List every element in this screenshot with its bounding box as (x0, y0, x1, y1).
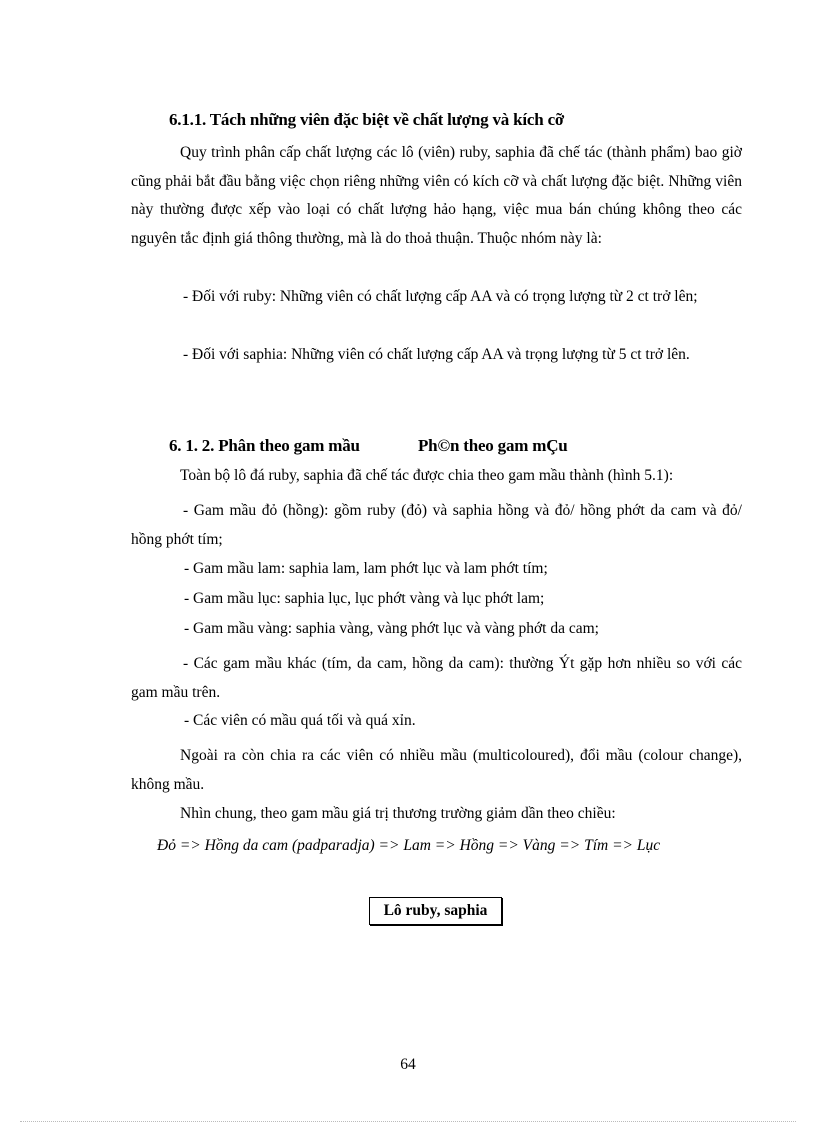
section-heading-6-1-2: 6. 1. 2. Phân theo gam mầu (169, 436, 360, 455)
list-item-saphia: - Đối với saphia: Những viên có chất lượng cấp AA và trọng lượng từ 5 ct trở lên. (183, 346, 690, 363)
list-item-green: - Gam mầu lục: saphia lục, lục phớt vàng và lục phớt lam; (184, 590, 545, 607)
paragraph-multicolour: Ngoài ra còn chia ra các viên có nhiều mầu (multicoloured), đổi mầu (colour change), không mầu. (131, 747, 742, 793)
list-item-yellow: - Gam mầu vàng: saphia vàng, vàng phớt lục và vàng phớt da cam; (184, 620, 599, 637)
list-item-blue: - Gam mầu lam: saphia lam, lam phớt lục và lam phớt tím; (184, 560, 548, 577)
diagram-box-lot: Lô ruby, saphia (369, 897, 502, 925)
section-heading-6-1-1: 6.1.1. Tách những viên đặc biệt về chất lượng và kích cỡ (169, 110, 565, 129)
list-item-red: - Gam mầu đỏ (hồng): gồm ruby (đỏ) và saphia hồng và đỏ/ hồng phớt da cam và đỏ/ hồng phớt tím; (131, 502, 742, 548)
footer-divider (20, 1121, 796, 1122)
list-item-other: - Các gam mầu khác (tím, da cam, hồng da cam): thường Ýt gặp hơn nhiều so với các gam mầu trên. (131, 655, 742, 701)
paragraph-color-intro: Toàn bộ lô đá ruby, saphia đã chế tác được chia theo gam mầu thành (hình 5.1): (180, 467, 674, 484)
page-number: 64 (400, 1056, 416, 1073)
list-item-ruby: - Đối với ruby: Những viên có chất lượng cấp AA và có trọng lượng từ 2 ct trở lên; (183, 288, 698, 305)
paragraph-value: Nhìn chung, theo gam mầu giá trị thương trường giảm dần theo chiều: (180, 805, 616, 822)
list-item-dark: - Các viên có mầu quá tối và quá xỉn. (184, 712, 416, 729)
paragraph-intro: Quy trình phân cấp chất lượng các lô (viên) ruby, saphia đã chế tác (thành phẩm) bao giờ cũng phải bắt đầu bằng việc chọn riêng những viên có kích cỡ và chất lượng đặc biệt. Những viên này thường được xếp vào loại có chất lượng hảo hạng, việc mua bán chúng không theo các nguyên tắc định giá thông thường, mà là do thoả thuận. Thuộc nhóm này là: (131, 144, 742, 247)
section-heading-garbled: Ph©n theo gam mÇu (418, 436, 568, 455)
value-chain: Đỏ => Hồng da cam (padparadja) => Lam => Hồng => Vàng => Tím => Lục (157, 837, 661, 854)
